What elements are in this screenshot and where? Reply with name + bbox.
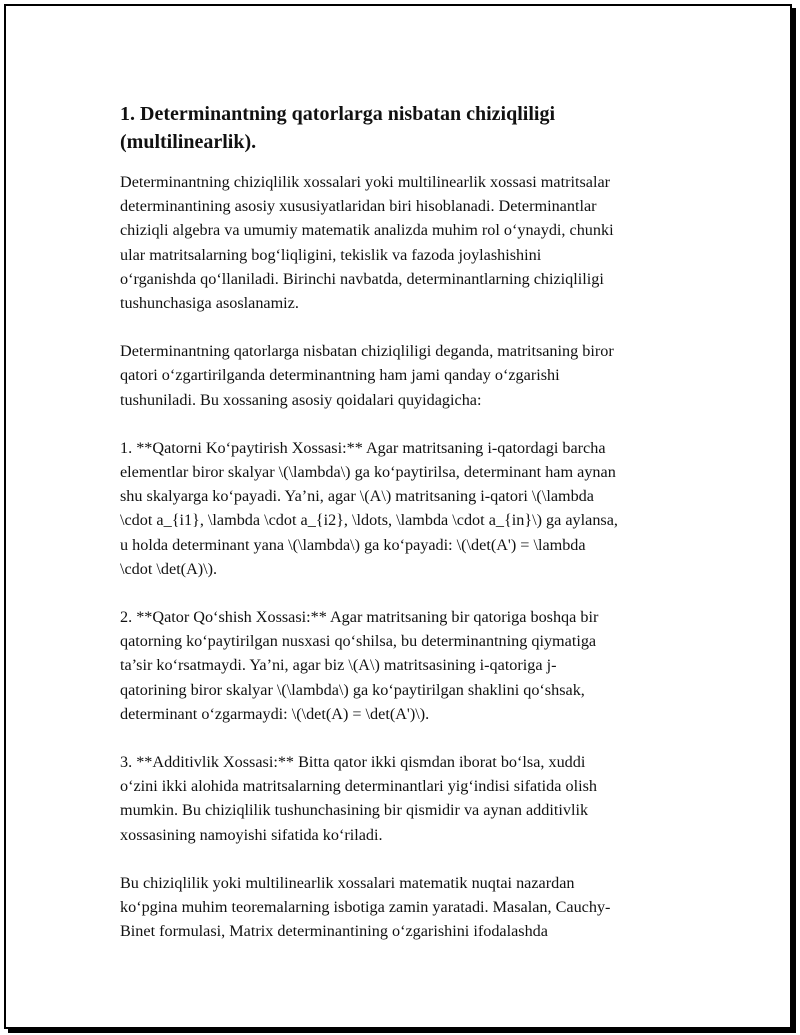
paragraph-rule-1: 1. **Qatorni Ko‘paytirish Xossasi:** Agar matritsaning i-qatordagi barcha elementlar biror skalyar \(\lambda\) ga ko‘paytirilsa, determinant ham aynan shu skalyarga ko‘payadi. Ya’ni, agar \(A\) matritsaning i-qatori \(\lambda \cdot a_{i1}, \lambda \cdot a_{i2}, \ldots, \lambda \cdot a_{in}\) ga aylansa, u holda determinant yana \(\lambda\) ga ko‘payadi: \(\det(A') = \lambda \cdot \det(A)\).: [120, 438, 618, 578]
document-body: [120, 100, 692, 967]
paragraph-rule-3: 3. **Additivlik Xossasi:** Bitta qator ikki qismdan iborat bo‘lsa, xuddi o‘zini ikki alohida matritsalarning determinantlari yig‘indisi sifatida olish mumkin. Bu chiziqlilik tushunchasining bir qismidir va aynan additivlik xossasining namoyishi sifatida ko‘riladi.: [120, 753, 597, 844]
paragraph-intro: Determinantning chiziqlilik xossalari yoki multilinearlik xossasi matritsalar determinantining asosiy xususiyatlaridan biri hisoblanadi. Determinantlar chiziqli algebra va umumiy matematik analizda muhim rol o‘ynaydi, chunki ular matritsalarning bog‘liqligini, tekislik va fazoda joylashishini o‘rganishda qo‘llaniladi. Birinchi navbatda, determinantlarning chiziqliligi tushunchasiga asoslanamiz.: [120, 173, 614, 313]
paragraph-definition: Determinantning qatorlarga nisbatan chiziqliligi deganda, matritsaning biror qatori o‘zgartirilganda determinantning ham jami qanday o‘zgarishi tushuniladi. Bu xossaning asosiy qoidalari quyidagicha:: [120, 342, 614, 409]
paragraph-conclusion: Bu chiziqlilik yoki multilinearlik xossalari matematik nuqtai nazardan ko‘pgina muhim teoremalarning isbotiga zamin yaratadi. Masalan, Cauchy- Binet formulasi, Matrix determinantining o‘zgarishini ifodalashda: [120, 873, 611, 941]
section-title: 1. Determinantning qatorlarga nisbatan chiziqliligi (multilinearlik).: [120, 103, 556, 153]
paragraph-rule-2: 2. **Qator Qo‘shish Xossasi:** Agar matritsaning bir qatoriga boshqa bir qatorning ko‘paytirilgan nusxasi qo‘shilsa, bu determinantning qiymatiga ta’sir ko‘rsatmaydi. Ya’ni, agar biz \(A\) matritsasining i-qatoriga j- qatorining biror skalyar \(\lambda\) ga ko‘paytirilgan shaklini qo‘shsak, determinant o‘zgarmaydi: \(\det(A) = \det(A')\).: [120, 608, 599, 723]
document-page: [4, 4, 792, 1029]
